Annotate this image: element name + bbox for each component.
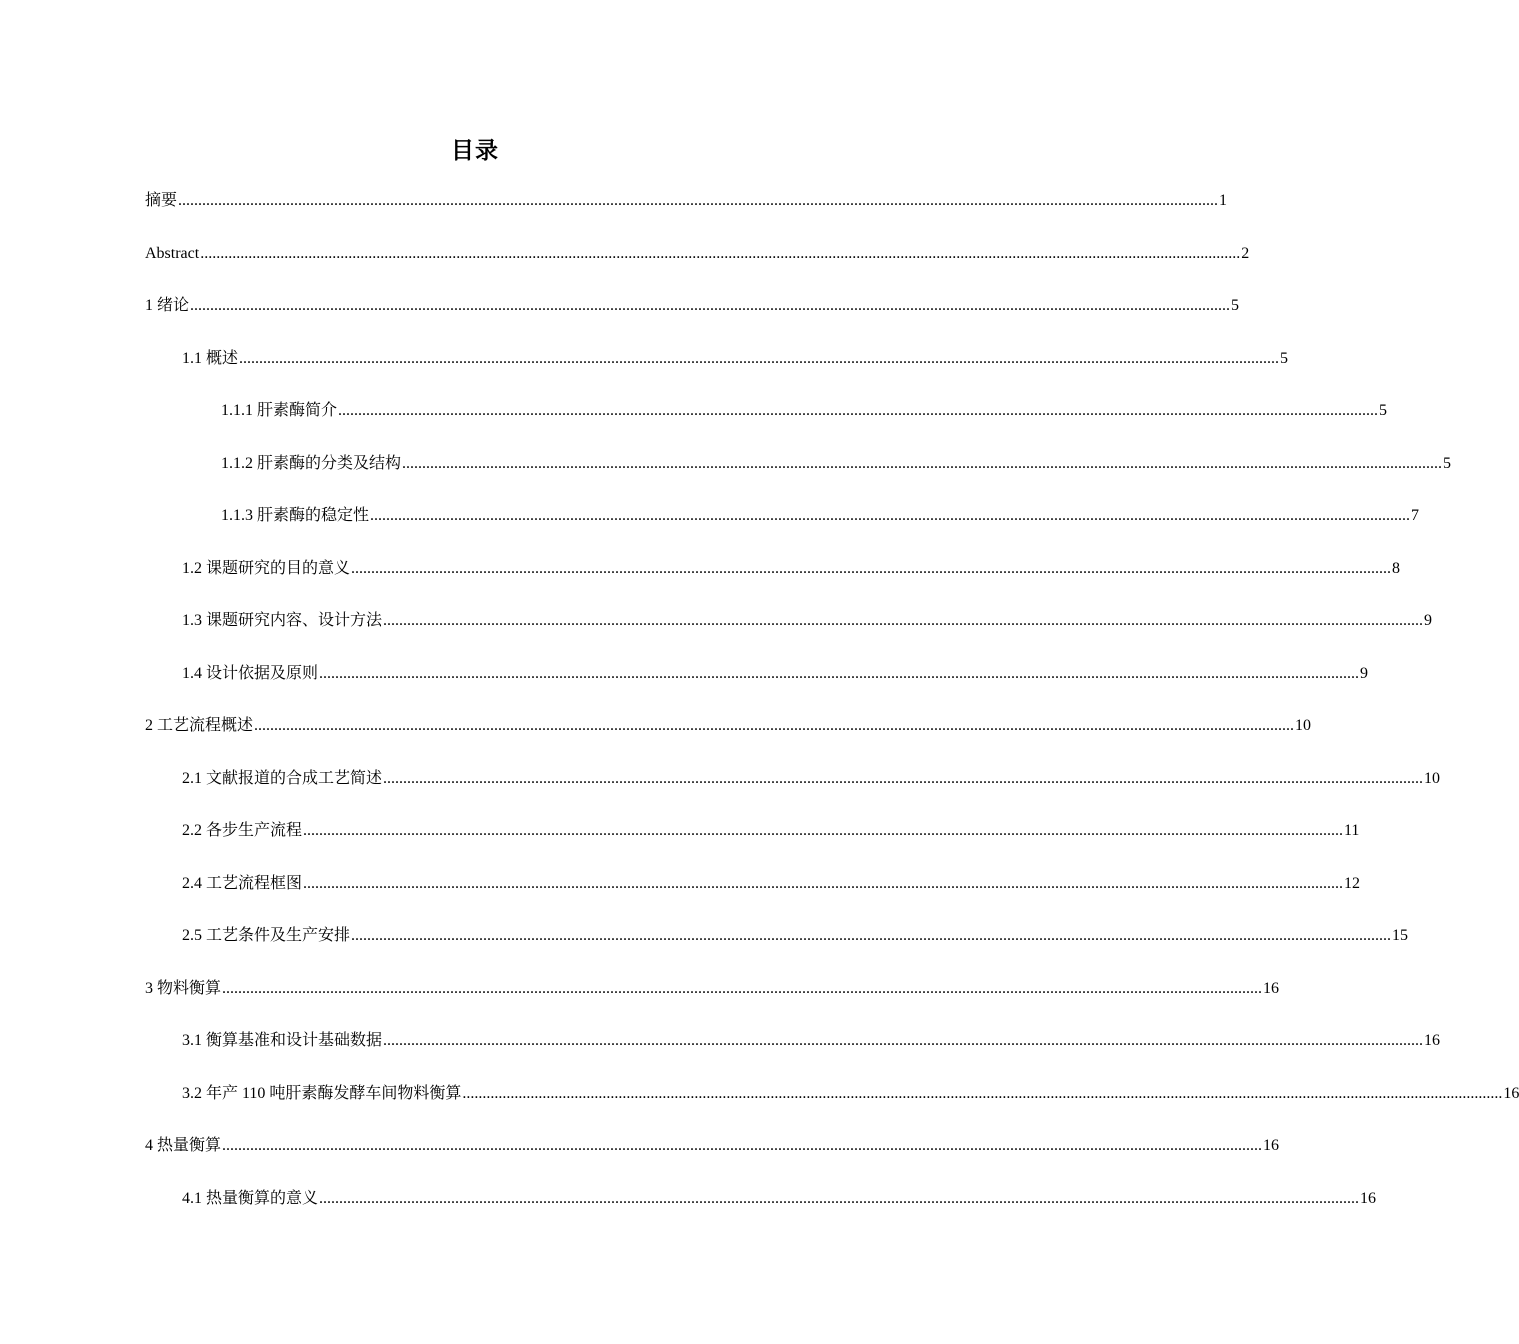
toc-entry-page: 9	[1424, 612, 1433, 629]
toc-entry-label: 2 工艺流程概述	[145, 711, 253, 741]
toc-leader-dots: ....................................................................................................................................................................................................................................................................	[338, 402, 1379, 419]
toc-leader-dots: ....................................................................................................................................................................................................................................................................	[190, 297, 1231, 314]
toc-entry-page: 10	[1424, 769, 1441, 787]
toc-entry[interactable]	[0, 1026, 1441, 1079]
toc-entry-label: 1.1.1 肝素酶简介	[221, 396, 337, 426]
toc-entry-label: Abstract	[145, 239, 199, 269]
toc-leader-dots: ....................................................................................................................................................................................................................................................................	[222, 979, 1263, 997]
toc-entry-page: 7	[1411, 507, 1420, 524]
toc-entry-label: 1 绪论	[145, 291, 189, 321]
toc-entry-label: 1.2 课题研究的目的意义	[182, 554, 350, 584]
toc-entry-label: 1.1 概述	[182, 344, 238, 374]
toc-list	[0, 186, 1519, 1236]
toc-entry[interactable]	[0, 239, 1250, 292]
toc-entry-page: 2	[1241, 244, 1250, 262]
toc-entry[interactable]	[0, 659, 1369, 712]
toc-entry[interactable]	[0, 291, 1240, 344]
toc-entry-label: 4 热量衡算	[145, 1131, 221, 1161]
toc-leader-dots: ....................................................................................................................................................................................................................................................................	[383, 769, 1424, 787]
toc-leader-dots: ....................................................................................................................................................................................................................................................................	[402, 454, 1443, 472]
toc-leader-dots: ....................................................................................................................................................................................................................................................................	[383, 1032, 1424, 1049]
toc-entry[interactable]	[0, 501, 1420, 554]
toc-leader-dots: ....................................................................................................................................................................................................................................................................	[222, 1137, 1263, 1154]
toc-entry[interactable]	[0, 186, 1228, 239]
toc-leader-dots: ....................................................................................................................................................................................................................................................................	[462, 1084, 1503, 1102]
toc-entry[interactable]	[0, 816, 1360, 869]
toc-entry[interactable]	[0, 344, 1289, 397]
toc-leader-dots: ....................................................................................................................................................................................................................................................................	[351, 559, 1392, 577]
toc-entry-label: 3.2 年产 110 吨肝素酶发酵车间物料衡算	[182, 1079, 461, 1109]
toc-entry-label: 1.4 设计依据及原则	[182, 659, 318, 689]
toc-leader-dots: ....................................................................................................................................................................................................................................................................	[178, 192, 1219, 209]
toc-entry-page: 12	[1344, 874, 1361, 892]
toc-leader-dots: ....................................................................................................................................................................................................................................................................	[319, 664, 1360, 682]
toc-entry[interactable]	[0, 974, 1280, 1027]
toc-entry-label: 3.1 衡算基准和设计基础数据	[182, 1026, 382, 1056]
toc-entry-page: 1	[1219, 192, 1228, 209]
toc-leader-dots: ....................................................................................................................................................................................................................................................................	[319, 1189, 1360, 1207]
toc-leader-dots: ....................................................................................................................................................................................................................................................................	[303, 822, 1344, 839]
toc-leader-dots: ....................................................................................................................................................................................................................................................................	[370, 507, 1411, 524]
toc-entry-label: 3 物料衡算	[145, 974, 221, 1004]
toc-entry-label: 4.1 热量衡算的意义	[182, 1184, 318, 1214]
toc-leader-dots: ....................................................................................................................................................................................................................................................................	[383, 612, 1424, 629]
toc-entry-page: 10	[1295, 717, 1312, 734]
toc-entry[interactable]	[0, 1079, 1519, 1132]
toc-leader-dots: ....................................................................................................................................................................................................................................................................	[303, 874, 1344, 892]
toc-entry-page: 16	[1263, 1137, 1280, 1154]
toc-entry-page: 16	[1503, 1084, 1519, 1102]
toc-entry-label: 2.2 各步生产流程	[182, 816, 302, 846]
toc-entry-page: 5	[1443, 454, 1452, 472]
toc-leader-dots: ....................................................................................................................................................................................................................................................................	[254, 717, 1295, 734]
toc-entry-label: 1.1.2 肝素酶的分类及结构	[221, 449, 401, 479]
toc-leader-dots: ....................................................................................................................................................................................................................................................................	[351, 927, 1392, 944]
toc-entry-page: 9	[1360, 664, 1369, 682]
toc-entry-page: 5	[1231, 297, 1240, 314]
toc-entry-page: 5	[1379, 402, 1388, 419]
toc-entry[interactable]	[0, 606, 1433, 659]
toc-entry-label: 2.5 工艺条件及生产安排	[182, 921, 350, 951]
toc-entry-page: 16	[1424, 1032, 1441, 1049]
toc-entry-label: 1.3 课题研究内容、设计方法	[182, 606, 382, 636]
toc-entry-label: 2.1 文献报道的合成工艺简述	[182, 764, 382, 794]
toc-entry[interactable]	[0, 921, 1409, 974]
toc-entry-page: 16	[1360, 1189, 1377, 1207]
toc-entry[interactable]	[0, 1184, 1377, 1237]
toc-entry-page: 15	[1392, 927, 1409, 944]
toc-entry[interactable]	[0, 764, 1441, 817]
toc-leader-dots: ....................................................................................................................................................................................................................................................................	[239, 349, 1280, 367]
toc-entry-page: 8	[1392, 559, 1401, 577]
toc-entry-label: 1.1.3 肝素酶的稳定性	[221, 501, 369, 531]
toc-entry[interactable]	[0, 449, 1452, 502]
toc-entry-label: 摘要	[145, 186, 177, 216]
toc-entry[interactable]	[0, 554, 1401, 607]
toc-leader-dots: ....................................................................................................................................................................................................................................................................	[200, 244, 1241, 262]
toc-entry-page: 11	[1344, 822, 1360, 839]
toc-entry-page: 16	[1263, 979, 1280, 997]
toc-entry-page: 5	[1280, 349, 1289, 367]
toc-entry[interactable]	[0, 1131, 1280, 1184]
toc-entry[interactable]	[0, 396, 1388, 449]
toc-entry[interactable]	[0, 869, 1361, 922]
toc-title: 目录	[451, 138, 499, 164]
toc-entry[interactable]	[0, 711, 1312, 764]
toc-entry-label: 2.4 工艺流程框图	[182, 869, 302, 899]
